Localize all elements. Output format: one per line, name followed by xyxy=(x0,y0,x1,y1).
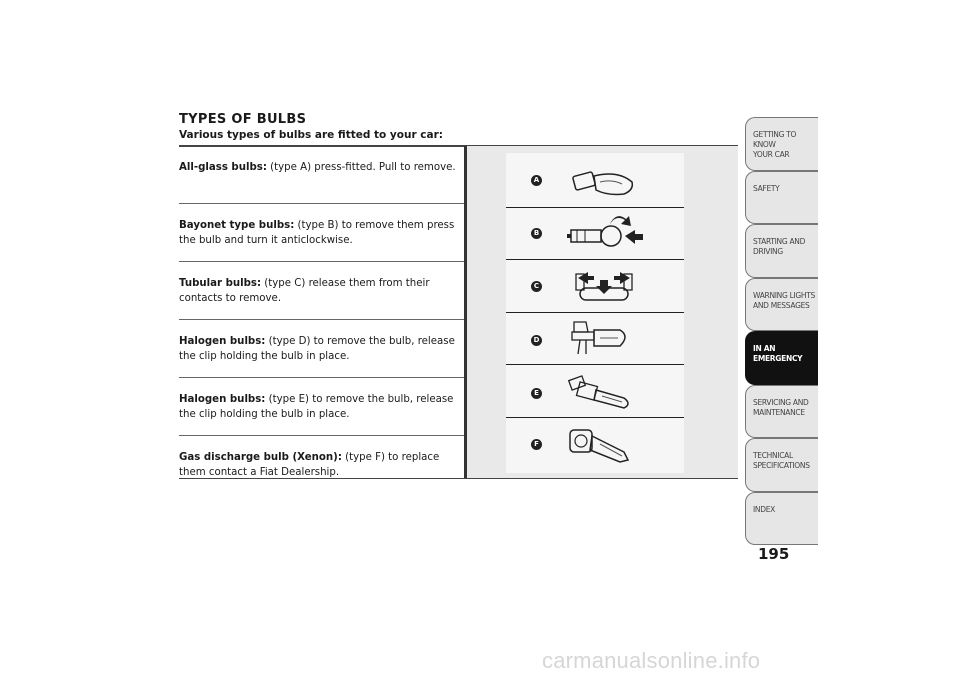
bulb-row-e xyxy=(179,378,464,436)
figure-separator xyxy=(506,207,684,208)
page-title: TYPES OF BULBS xyxy=(179,112,307,127)
bulb-a-drawing xyxy=(570,166,640,200)
figure-separator xyxy=(506,259,684,260)
nav-tab-starting-driving[interactable]: STARTING AND DRIVING xyxy=(745,224,818,278)
nav-tab-warning-lights[interactable]: WARNING LIGHTS AND MESSAGES xyxy=(745,278,818,332)
bulb-letter-e: E xyxy=(531,388,542,399)
bulb-letter-c: C xyxy=(531,281,542,292)
watermark: carmanualsonline.info xyxy=(542,648,761,673)
bulb-f-drawing xyxy=(566,422,640,470)
bulb-text: (type A) press-fitted. Pull to remove. xyxy=(270,162,456,173)
nav-tab-emergency[interactable]: IN AN EMERGENCY xyxy=(745,331,818,385)
page-subtitle: Various types of bulbs are fitted to your car: xyxy=(179,129,443,141)
bulb-label: Gas discharge bulb (Xenon): xyxy=(179,452,342,463)
figure-separator xyxy=(506,364,684,365)
bulb-text: (type F) to replace them contact a Fiat Dealership. xyxy=(179,452,440,478)
bulb-row-b xyxy=(179,204,464,262)
bulb-label: Halogen bulbs: xyxy=(179,336,266,347)
figure-separator xyxy=(506,312,684,313)
bulb-letter-b: B xyxy=(531,228,542,239)
bulb-letter-a: A xyxy=(531,175,542,186)
bulb-row-a xyxy=(179,146,464,204)
bulb-row-d xyxy=(179,320,464,378)
bulb-b-drawing xyxy=(565,212,645,252)
nav-tab-servicing[interactable]: SERVICING AND MAINTENANCE xyxy=(745,385,818,439)
bulb-letter-d: D xyxy=(531,335,542,346)
bulb-text: (type D) to remove the bulb, release the clip holding the bulb in place. xyxy=(179,336,455,362)
bulb-c-drawing xyxy=(572,268,642,308)
bulb-e-drawing xyxy=(566,372,640,412)
page-number: 195 xyxy=(758,545,790,563)
bulb-text: (type C) release them from their contacts to remove. xyxy=(179,278,430,304)
bulb-letter-f: F xyxy=(531,439,542,450)
bottom-rule xyxy=(179,478,738,479)
bulb-text: (type B) to remove them press the bulb and turn it anticlockwise. xyxy=(179,220,455,246)
nav-tab-safety[interactable]: SAFETY xyxy=(745,171,818,225)
bulb-label: All-glass bulbs: xyxy=(179,162,267,173)
bulb-label: Bayonet type bulbs: xyxy=(179,220,295,231)
nav-tab-getting-to-know[interactable]: GETTING TO KNOW YOUR CAR xyxy=(745,117,818,171)
bulb-d-drawing xyxy=(566,318,636,358)
bulb-text: (type E) to remove the bulb, release the clip holding the bulb in place. xyxy=(179,394,454,420)
bulb-row-f xyxy=(179,436,464,494)
bulb-label: Tubular bulbs: xyxy=(179,278,262,289)
figure-separator xyxy=(506,417,684,418)
bulb-description-list xyxy=(179,146,464,494)
nav-tab-technical[interactable]: TECHNICAL SPECIFICATIONS xyxy=(745,438,818,492)
bulb-label: Halogen bulbs: xyxy=(179,394,266,405)
bulb-row-c xyxy=(179,262,464,320)
nav-tab-index[interactable]: INDEX xyxy=(745,492,818,546)
section-nav xyxy=(745,117,818,545)
